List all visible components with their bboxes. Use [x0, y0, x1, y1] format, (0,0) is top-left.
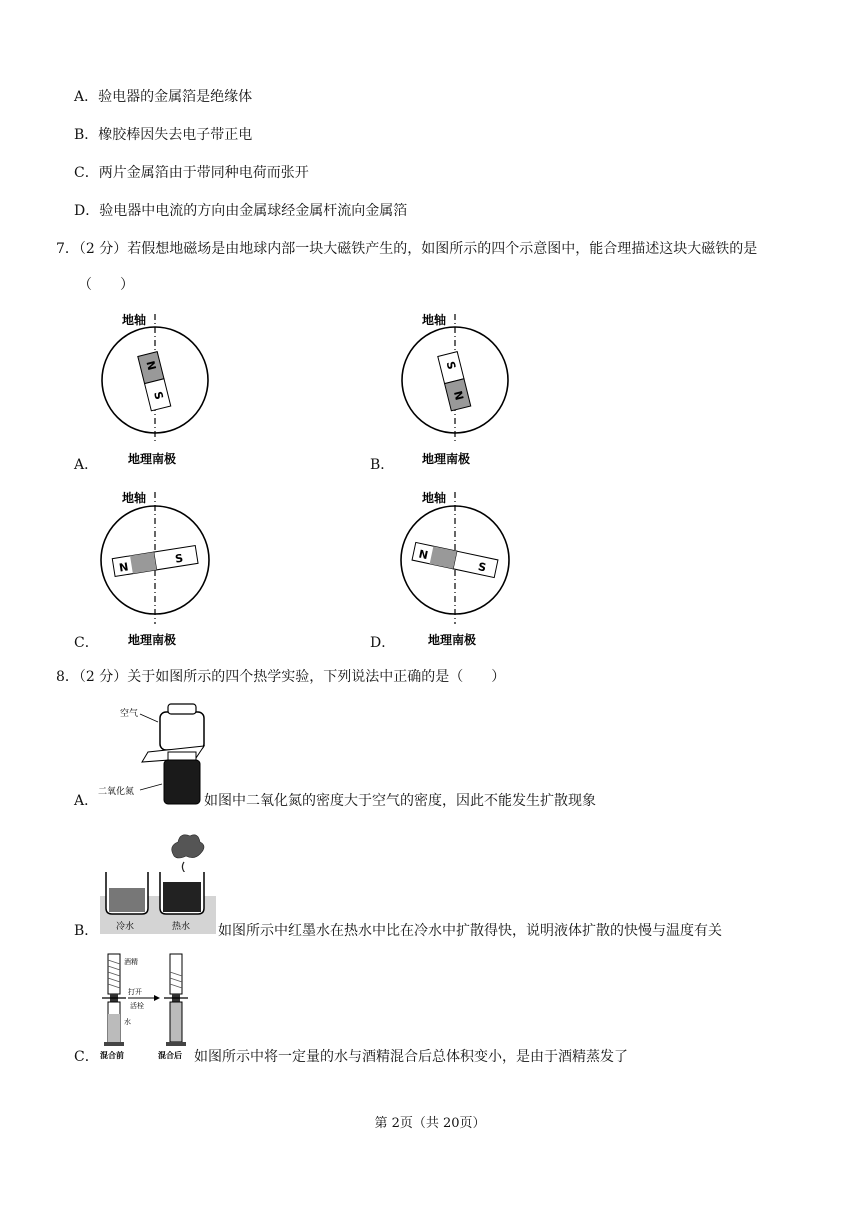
option-text: 验电器中电流的方向由金属球经金属杆流向金属箔 — [99, 203, 408, 219]
south-pole-label: 地理南极 — [128, 633, 177, 647]
q7-option-c-label: C． — [74, 635, 99, 651]
q6-option-b — [74, 126, 252, 144]
q7-figure-d — [396, 488, 516, 648]
q7-stem: 7．（2 分）若假想地磁场是由地球内部一块大磁铁产生的，如图所示的四个示意图中，能合理描述这块大磁铁的是 — [56, 241, 758, 257]
q7-option-d-label: D． — [370, 635, 396, 651]
page-footer: 第 2页（共 20页） — [374, 1116, 486, 1131]
q6-option-c — [74, 164, 309, 182]
option-letter: B． — [74, 923, 99, 939]
q7-figure-c — [96, 488, 216, 648]
q7-figure-a — [96, 308, 216, 468]
magnet-pole-n: N — [450, 389, 466, 402]
q7-figure-b — [396, 308, 516, 468]
open-label: 打开 — [128, 988, 142, 996]
option-text: 验电器的金属箔是绝缘体 — [98, 89, 253, 105]
earth-axis-label: 地轴 — [122, 491, 147, 505]
magnet-pole-s: S — [174, 551, 185, 566]
option-letter: A． — [74, 89, 99, 105]
hot-water-label: 热水 — [172, 922, 191, 932]
no2-label: 二氧化氮 — [98, 787, 135, 797]
q7-option-a-label: A． — [74, 457, 99, 473]
earth-axis-label: 地轴 — [422, 491, 447, 505]
q8-option-c-text: 如图所示中将一定量的水与酒精混合后总体积变小，是由于酒精蒸发了 — [194, 1049, 628, 1065]
q7-option-b-label: B． — [370, 457, 395, 473]
q8-option-a-text: 如图中二氧化氮的密度大于空气的密度，因此不能发生扩散现象 — [204, 793, 596, 809]
q8-option-a — [74, 792, 98, 810]
before-mixing-label: 混合前 — [100, 1051, 124, 1060]
south-pole-label: 地理南极 — [128, 452, 177, 466]
option-text: 橡胶棒因失去电子带正电 — [98, 127, 253, 143]
magnet-pole-s: S — [151, 390, 166, 402]
tube-after-bottom — [170, 1002, 182, 1042]
option-text: 两片金属箔由于带同种电荷而张开 — [98, 165, 309, 181]
q6-option-a — [74, 88, 252, 106]
bar-magnet — [438, 352, 471, 411]
after-mixing-label: 混合后 — [158, 1051, 182, 1060]
south-pole-label: 地理南极 — [422, 452, 471, 466]
q8-option-b — [74, 922, 98, 940]
q8-stem: 8．（2 分）关于如图所示的四个热学实验，下列说法中正确的是（ ） — [56, 669, 506, 685]
water-label: 水 — [124, 1018, 131, 1026]
q8-figure-c-tubes — [98, 950, 192, 1062]
ink-smoke — [172, 835, 204, 858]
option-letter: C． — [74, 165, 99, 181]
south-pole-label: 地理南极 — [428, 633, 477, 647]
q7-blank: （ ） — [78, 277, 134, 293]
magnet-pole-n: N — [417, 547, 430, 563]
option-letter: B． — [74, 127, 99, 143]
bar-magnet — [138, 352, 171, 411]
q8-figure-b-beakers — [100, 832, 216, 934]
earth-axis-label: 地轴 — [422, 313, 447, 327]
q6-option-d — [74, 202, 407, 220]
alcohol-label: 酒精 — [124, 958, 138, 966]
cold-water-label: 冷水 — [116, 922, 135, 932]
valve-label: 活栓 — [130, 1002, 144, 1010]
magnet-pole-s: S — [443, 360, 459, 371]
q8-option-b-text: 如图所示中红墨水在热水中比在冷水中扩散得快，说明液体扩散的快慢与温度有关 — [218, 923, 722, 939]
air-label: 空气 — [120, 709, 139, 719]
q8-option-c — [74, 1048, 99, 1066]
earth-axis-label: 地轴 — [122, 313, 147, 327]
option-letter: A． — [74, 793, 99, 809]
option-letter: D． — [74, 203, 100, 219]
q8-figure-a-gas-jars — [96, 702, 206, 806]
option-letter: C． — [74, 1049, 99, 1065]
air-jar — [160, 712, 204, 750]
magnet-pole-n: N — [143, 359, 159, 372]
magnet-pole-s: S — [476, 560, 488, 575]
magnet-pole-n: N — [118, 560, 130, 575]
no2-jar — [164, 760, 200, 804]
